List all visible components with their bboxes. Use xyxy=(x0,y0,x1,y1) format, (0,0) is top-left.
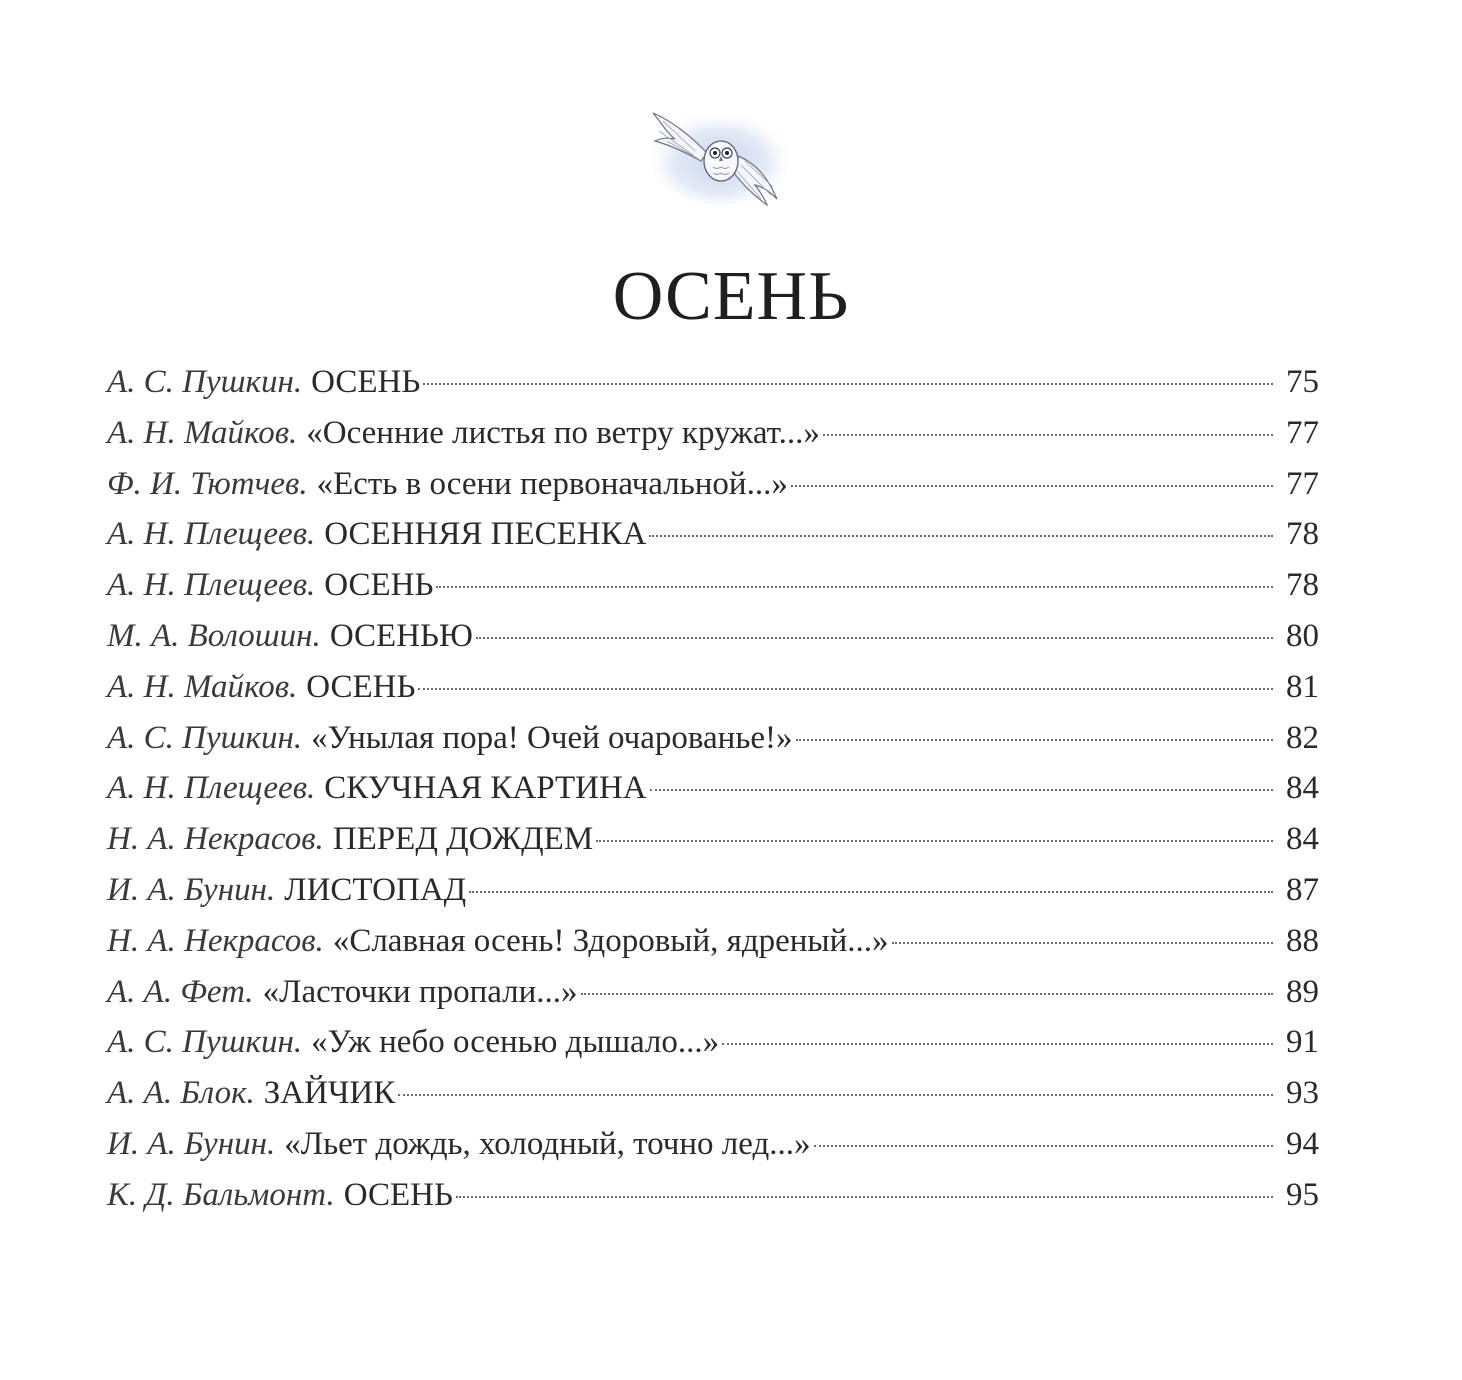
toc-entry-title: ОСЕНЬ xyxy=(306,668,416,705)
toc-entry-author: Ф. И. Тютчев. xyxy=(107,465,308,502)
toc-entry-title: ОСЕНЬ xyxy=(311,364,421,400)
toc-entry-page-number: 88 xyxy=(1286,922,1319,959)
toc-entry-author: А. Н. Майков. xyxy=(107,414,298,451)
toc-dot-leader xyxy=(814,1145,1273,1147)
toc-entry-title: «Льет дождь, холодный, точно лед...» xyxy=(284,1125,811,1162)
toc-dot-leader xyxy=(423,383,1273,385)
toc-dot-leader xyxy=(469,891,1273,893)
owl-icon xyxy=(645,95,795,210)
toc-entry-page-number: 75 xyxy=(1286,364,1319,400)
toc-entry[interactable] xyxy=(107,916,1319,967)
toc-dot-leader xyxy=(892,942,1274,944)
toc-entry-title: ЛИСТОПАД xyxy=(284,871,467,908)
toc-dot-leader xyxy=(796,739,1273,741)
toc-entry[interactable] xyxy=(107,662,1319,713)
toc-entry-page-number: 77 xyxy=(1286,465,1319,502)
toc-entry-author: А. Н. Плещеев. xyxy=(107,567,316,604)
toc-entry-title: ОСЕННЯЯ ПЕСЕНКА xyxy=(324,516,647,553)
toc-entry[interactable] xyxy=(107,1068,1319,1119)
toc-entry-title: «Славная осень! Здоровый, ядреный...» xyxy=(332,922,889,959)
toc-entry-author: А. Н. Плещеев. xyxy=(107,770,316,807)
toc-entry[interactable] xyxy=(107,1170,1319,1221)
toc-entry[interactable] xyxy=(107,611,1319,662)
toc-entry-author: И. А. Бунин. xyxy=(107,1125,276,1162)
toc-entry-page-number: 95 xyxy=(1286,1176,1319,1213)
toc-dot-leader xyxy=(649,535,1273,537)
toc-entry-title: СКУЧНАЯ КАРТИНА xyxy=(324,770,647,807)
toc-entry-author: Н. А. Некрасов. xyxy=(107,922,324,959)
toc-entry[interactable] xyxy=(107,1119,1319,1170)
toc-dot-leader xyxy=(581,993,1273,995)
toc-entry[interactable] xyxy=(107,408,1319,459)
toc-dot-leader xyxy=(823,434,1273,436)
toc-entry-title: ПЕРЕД ДОЖДЕМ xyxy=(332,821,594,858)
toc-dot-leader xyxy=(722,1043,1273,1045)
toc-entry[interactable] xyxy=(107,713,1319,764)
toc-entry-page-number: 80 xyxy=(1286,617,1319,654)
toc-entry[interactable] xyxy=(107,459,1319,510)
toc-entry-page-number: 94 xyxy=(1286,1125,1319,1162)
toc-entry-page-number: 78 xyxy=(1286,516,1319,553)
toc-entry-title: «Унылая пора! Очей очарованье!» xyxy=(311,719,793,756)
toc-entry-author: А. С. Пушкин. xyxy=(107,1024,303,1061)
toc-entry[interactable] xyxy=(107,814,1319,865)
toc-entry-author: А. А. Блок. xyxy=(107,1075,255,1112)
toc-entry-author: И. А. Бунин. xyxy=(107,871,276,908)
toc-entry[interactable] xyxy=(107,763,1319,814)
toc-entry-title: ЗАЙЧИК xyxy=(263,1075,396,1112)
toc-entry[interactable] xyxy=(107,509,1319,560)
toc-entry-title: «Ласточки пропали...» xyxy=(262,973,578,1010)
toc-entry-title: ОСЕНЬ xyxy=(324,567,434,604)
toc-entry-title: «Осенние листья по ветру кружат...» xyxy=(306,414,820,451)
toc-entry-page-number: 81 xyxy=(1286,668,1319,705)
toc-entry-title: «Есть в осени первоначальной...» xyxy=(316,465,788,502)
section-title: ОСЕНЬ xyxy=(612,258,850,335)
toc-dot-leader xyxy=(398,1094,1273,1096)
toc-entry[interactable] xyxy=(107,1017,1319,1068)
toc-dot-leader xyxy=(476,637,1273,639)
toc-entry[interactable] xyxy=(107,865,1319,916)
toc-entry-page-number: 84 xyxy=(1286,821,1319,858)
toc-entry-page-number: 84 xyxy=(1286,770,1319,807)
toc-entry-page-number: 89 xyxy=(1286,973,1319,1010)
toc-dot-leader xyxy=(418,688,1273,690)
toc-entry-author: А. С. Пушкин. xyxy=(107,719,303,756)
toc-entry-page-number: 77 xyxy=(1286,414,1319,451)
toc-entry[interactable] xyxy=(107,967,1319,1018)
toc-entry-author: Н. А. Некрасов. xyxy=(107,821,324,858)
toc-entry[interactable] xyxy=(107,560,1319,611)
toc-entry-title: ОСЕНЬ xyxy=(343,1176,453,1213)
toc-dot-leader xyxy=(436,586,1273,588)
toc-dot-leader xyxy=(791,485,1273,487)
table-of-contents xyxy=(107,357,1319,1221)
toc-entry-page-number: 82 xyxy=(1286,719,1319,756)
toc-dot-leader xyxy=(456,1196,1273,1198)
toc-entry-author: А. Н. Майков. xyxy=(107,668,298,705)
toc-entry-author: А. Н. Плещеев. xyxy=(107,516,316,553)
toc-entry-author: М. А. Волошин. xyxy=(107,617,321,654)
toc-entry-page-number: 91 xyxy=(1286,1024,1319,1061)
toc-entry-page-number: 78 xyxy=(1286,567,1319,604)
toc-dot-leader xyxy=(650,789,1273,791)
toc-entry-title: «Уж небо осенью дышало...» xyxy=(311,1024,720,1061)
toc-entry-author: К. Д. Бальмонт. xyxy=(107,1176,335,1213)
toc-entry-page-number: 93 xyxy=(1286,1075,1319,1112)
toc-entry[interactable] xyxy=(107,357,1319,408)
toc-dot-leader xyxy=(596,840,1273,842)
toc-entry-page-number: 87 xyxy=(1286,871,1319,908)
toc-entry-author: А. А. Фет. xyxy=(107,973,254,1010)
toc-entry-author: А. С. Пушкин. xyxy=(107,364,303,400)
toc-entry-title: ОСЕНЬЮ xyxy=(329,617,473,654)
